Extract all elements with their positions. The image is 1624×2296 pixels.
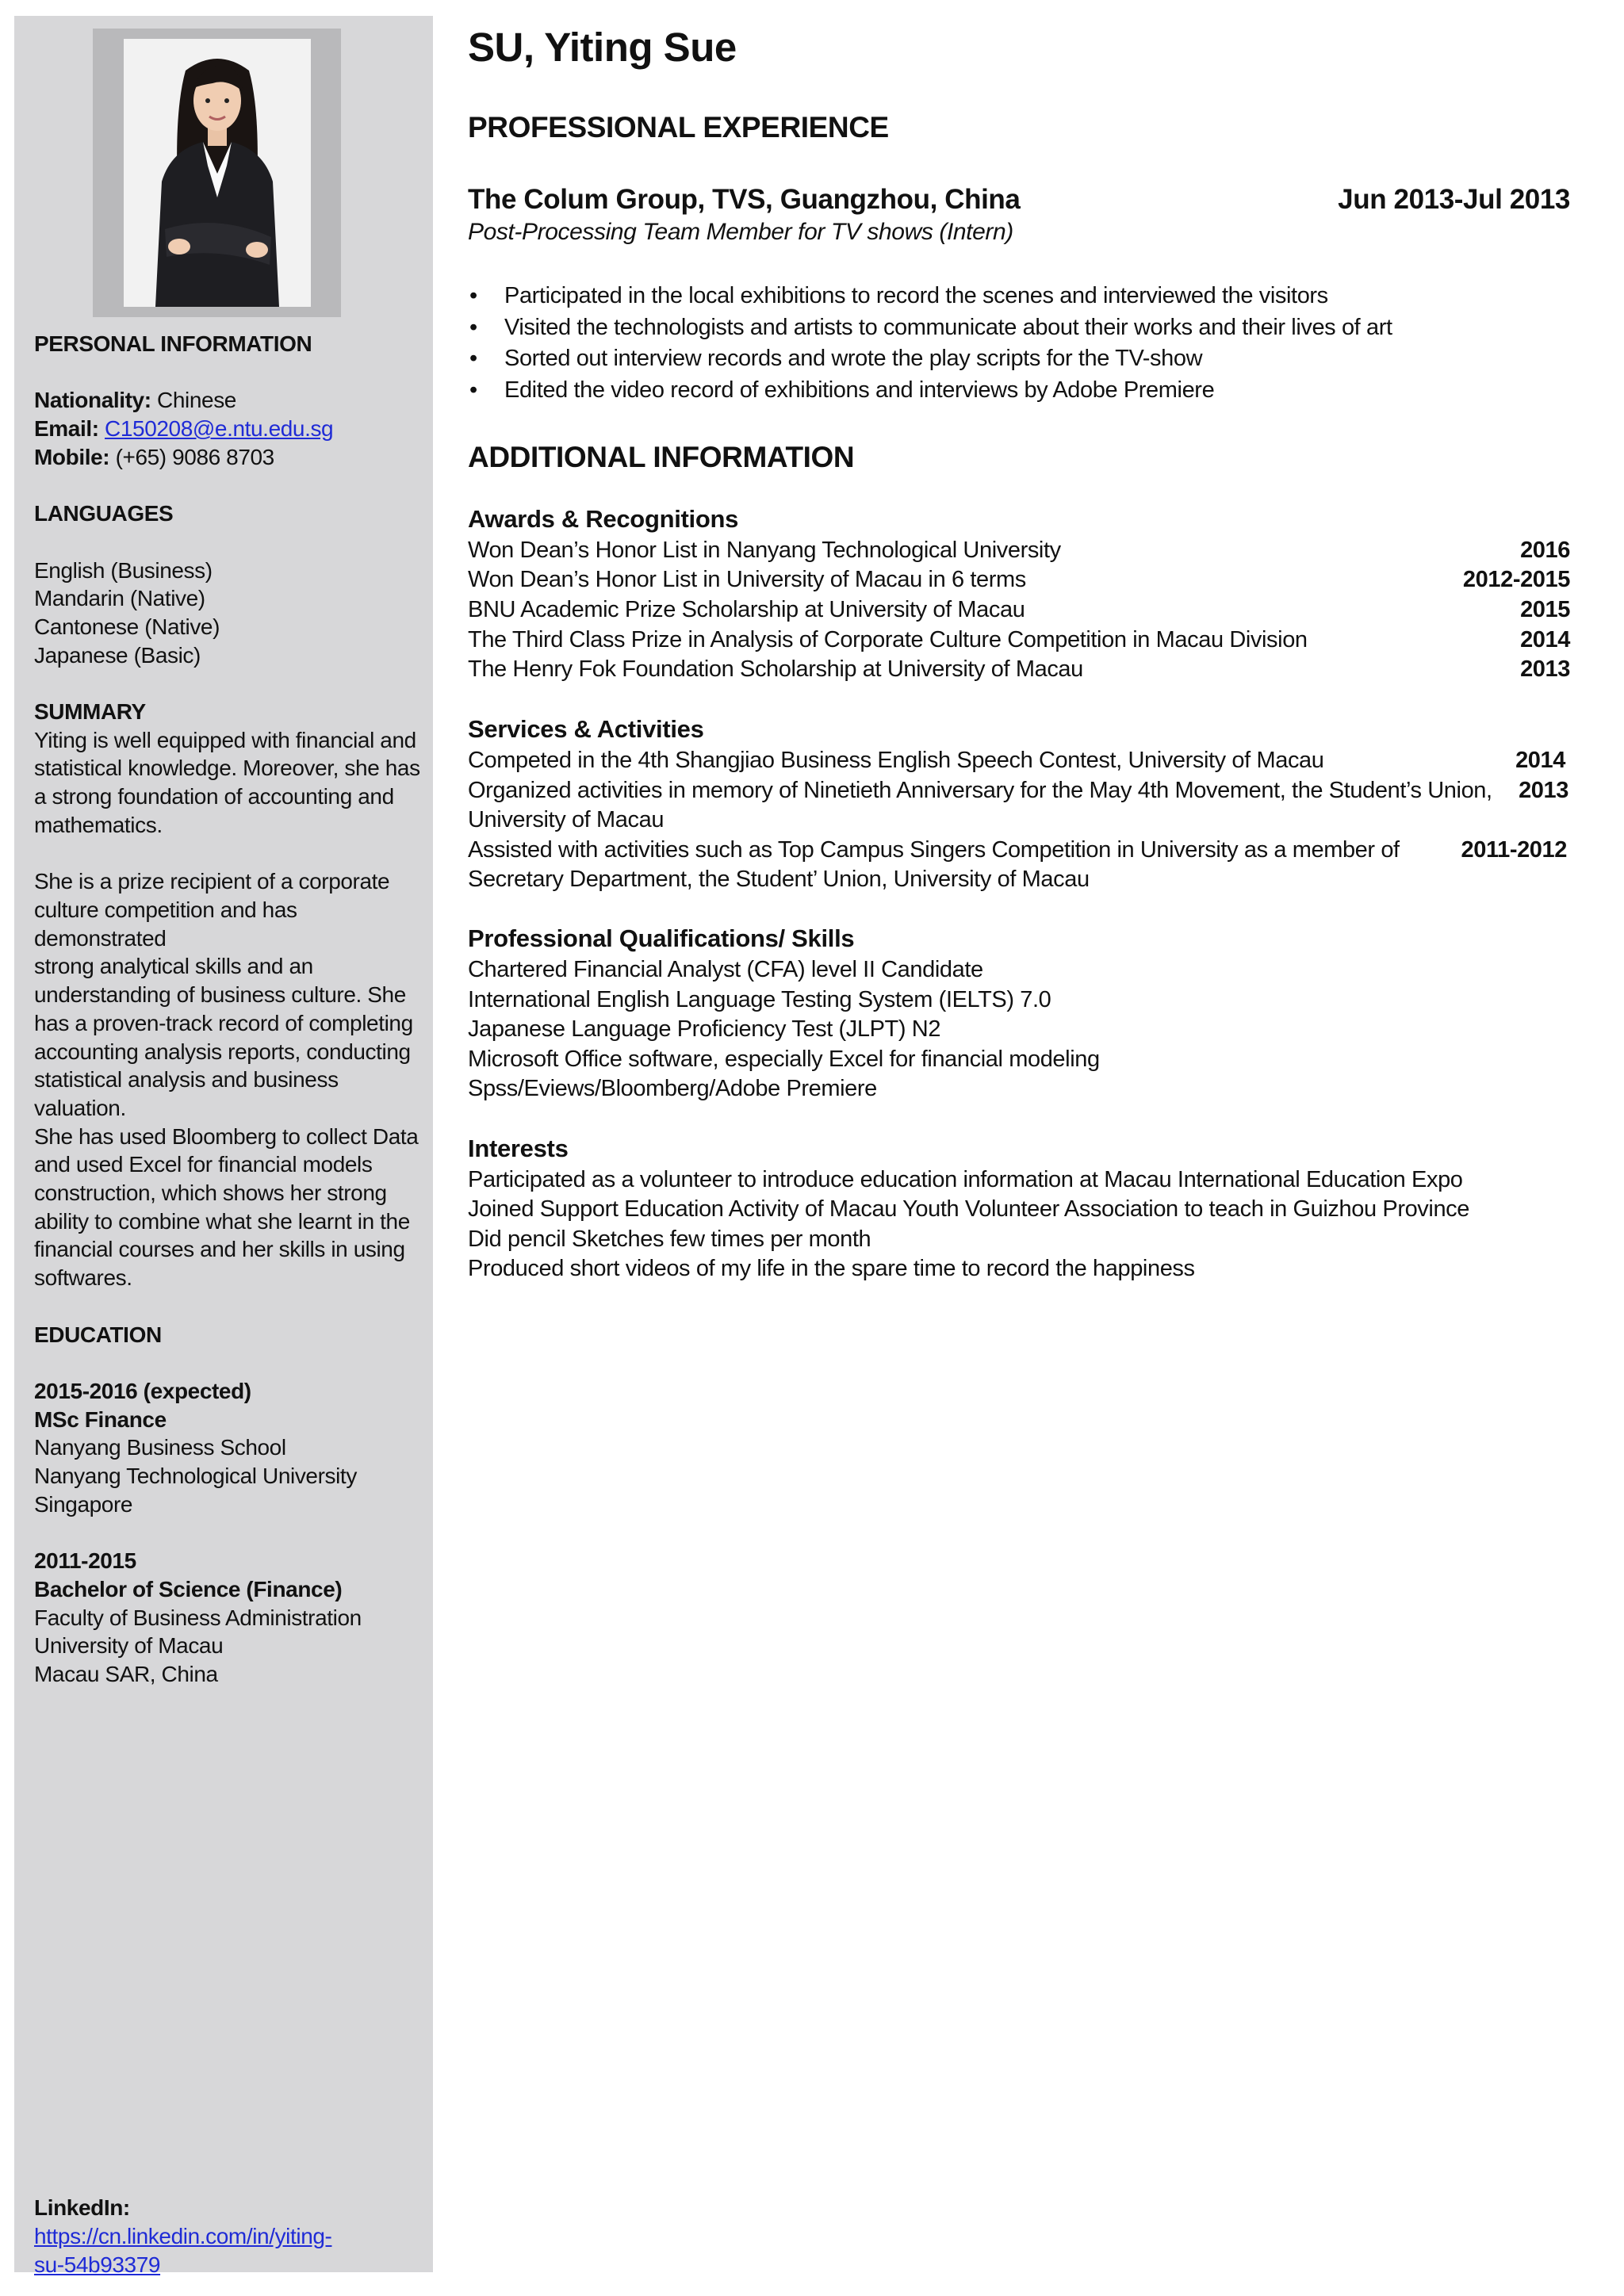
mobile-value: (+65) 9086 8703 [115, 444, 274, 469]
summary-line: statistical analysis and business valuation. [34, 1067, 339, 1120]
interest-item: Participated as a volunteer to introduce education information at Macau International Education Expo [468, 1167, 1463, 1192]
edu-line: Nanyang Technological University [34, 1464, 357, 1489]
award-row: BNU Academic Prize Scholarship at University of Macau 2015 [468, 597, 1570, 622]
summary-line: She is a prize recipient of a corporate [34, 869, 390, 894]
profile-photo [124, 39, 311, 307]
education-heading: EDUCATION [34, 1322, 162, 1347]
mobile-line [34, 443, 431, 472]
award-row: Won Dean’s Honor List in University of Macau in 6 terms 2012-2015 [468, 567, 1570, 592]
personal-info-heading: PERSONAL INFORMATION [34, 331, 312, 356]
interests-heading: Interests [468, 1135, 569, 1162]
award-row: The Henry Fok Foundation Scholarship at University of Macau 2013 [468, 656, 1570, 682]
summary-line: and used Excel for financial models [34, 1152, 373, 1177]
interest-item: Produced short videos of my life in the spare time to record the happiness [468, 1256, 1195, 1281]
service-row: Assisted with activities such as Top Campus Singers Competition in University as a member of 2011-2012 [468, 837, 1567, 863]
skills-heading: Professional Qualifications/ Skills [468, 924, 855, 952]
nationality-line [34, 386, 431, 415]
edu-degree: Bachelor of Science (Finance) [34, 1576, 343, 1601]
edu-degree: MSc Finance [34, 1406, 167, 1432]
job-dates: Jun 2013-Jul 2013 [1338, 184, 1570, 215]
edu-years: 2011-2015 [34, 1548, 136, 1574]
summary-line: has a proven-track record of completing [34, 1010, 413, 1035]
linkedin-label: LinkedIn: [34, 2195, 130, 2220]
services-heading: Services & Activities [468, 715, 704, 743]
edu-line: Macau SAR, China [34, 1661, 218, 1686]
edu-line: Faculty of Business Administration [34, 1605, 362, 1630]
job-header [468, 184, 1570, 216]
skill-item: International English Language Testing System (IELTS) 7.0 [468, 987, 1051, 1012]
service-row: Organized activities in memory of Ninetieth Anniversary for the May 4th Movement, the Student’s Union, 2013 [468, 778, 1568, 803]
nationality-value: Chinese [157, 388, 236, 413]
summary-line: culture competition and has demonstrated [34, 897, 297, 951]
language-item: Cantonese (Native) [34, 614, 220, 639]
edu-line: Nanyang Business School [34, 1435, 286, 1460]
language-item: Japanese (Basic) [34, 642, 201, 668]
summary-line: statistical knowledge. Moreover, she has [34, 756, 420, 781]
job-title: Post-Processing Team Member for TV shows (Intern) [468, 219, 1013, 245]
sidebar-content [34, 330, 431, 1689]
languages-heading: LANGUAGES [34, 501, 174, 526]
bullet-icon: • [469, 346, 477, 371]
linkedin-link-part1[interactable]: https://cn.linkedin.com/in/yiting- [34, 2224, 332, 2248]
sidebar [14, 16, 433, 2277]
awards-heading: Awards & Recognitions [468, 505, 739, 533]
summary-line: a strong foundation of accounting and [34, 784, 394, 809]
email-label: Email: [34, 416, 99, 442]
profile-photo-frame [93, 29, 341, 317]
summary-line: ability to combine what she learnt in the [34, 1208, 410, 1234]
bullet-icon: • [469, 315, 477, 340]
summary-line: strong analytical skills and an [34, 954, 313, 979]
candidate-name: SU, Yiting Sue [468, 25, 737, 70]
language-item: Mandarin (Native) [34, 586, 205, 611]
award-row: The Third Class Prize in Analysis of Corporate Culture Competition in Macau Division 2014 [468, 627, 1570, 652]
email-line [34, 415, 431, 443]
interest-item: Joined Support Education Activity of Macau Youth Volunteer Association to teach in Guizhou Province [468, 1196, 1470, 1222]
linkedin-block [34, 2194, 431, 2279]
additional-heading: ADDITIONAL INFORMATION [468, 441, 855, 473]
language-item: English (Business) [34, 557, 213, 583]
skill-item: Spss/Eviews/Bloomberg/Adobe Premiere [468, 1076, 877, 1101]
skill-item: Chartered Financial Analyst (CFA) level II Candidate [468, 957, 983, 982]
skill-item: Japanese Language Proficiency Test (JLPT) N2 [468, 1016, 941, 1042]
summary-line: understanding of business culture. She [34, 982, 406, 1008]
summary-line: softwares. [34, 1265, 132, 1291]
service-row: Competed in the 4th Shangjiao Business English Speech Contest, University of Macau 2014 [468, 748, 1565, 773]
job-company: The Colum Group, TVS, Guangzhou, China [468, 184, 1021, 215]
edu-line: Singapore [34, 1491, 133, 1517]
summary-line: She has used Bloomberg to collect Data [34, 1123, 419, 1149]
mobile-label: Mobile: [34, 444, 110, 469]
skill-item: Microsoft Office software, especially Excel for financial modeling [468, 1047, 1100, 1072]
summary-heading: SUMMARY [34, 699, 146, 725]
nationality-label: Nationality: [34, 388, 151, 413]
interest-item: Did pencil Sketches few times per month [468, 1226, 871, 1252]
email-link[interactable]: C150208@e.ntu.edu.sg [105, 416, 334, 442]
summary-line: Yiting is well equipped with financial and [34, 727, 416, 752]
edu-line: University of Macau [34, 1633, 224, 1659]
summary-line: accounting analysis reports, conducting [34, 1039, 411, 1064]
summary-line: mathematics. [34, 812, 163, 837]
portrait-image [124, 39, 311, 307]
experience-heading: PROFESSIONAL EXPERIENCE [468, 111, 889, 144]
bullet-icon: • [469, 283, 477, 308]
service-row-cont: University of Macau [468, 807, 665, 832]
service-row-cont: Secretary Department, the Student’ Union, University of Macau [468, 867, 1090, 892]
award-row: Won Dean’s Honor List in Nanyang Technological University 2016 [468, 538, 1570, 563]
summary-line: construction, which shows her strong [34, 1181, 387, 1206]
edu-years: 2015-2016 (expected) [34, 1378, 251, 1403]
linkedin-link-part2[interactable]: su-54b93379 [34, 2252, 161, 2277]
summary-line: financial courses and her skills in using [34, 1237, 405, 1262]
bullet-icon: • [469, 377, 477, 403]
